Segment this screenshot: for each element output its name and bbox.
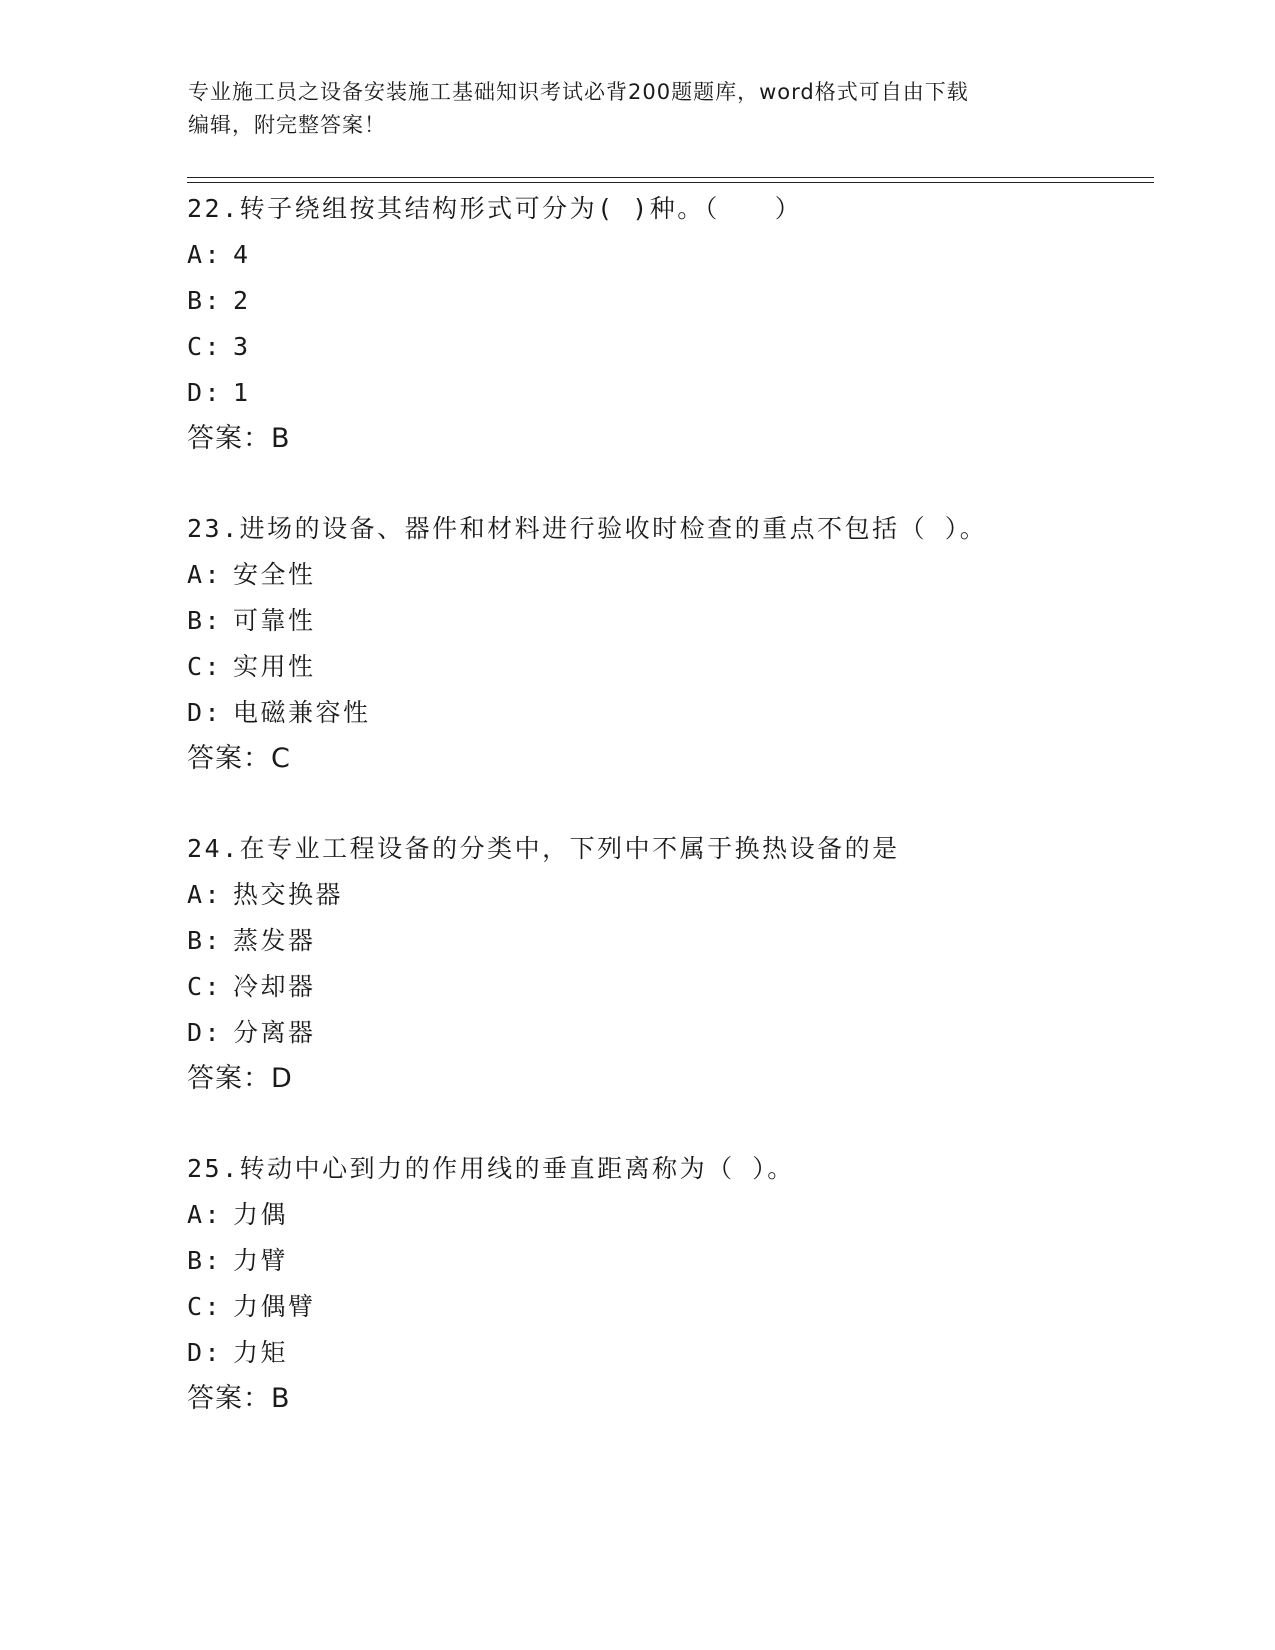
option-b [187,1238,1167,1284]
answer: 答案：B [187,423,291,454]
option-text: 电磁兼容性 [233,698,371,727]
option-key: D: [187,378,223,407]
option-a [187,552,1167,598]
option-key: D: [187,1338,223,1367]
option-d [187,1010,1167,1056]
option-a [187,872,1167,918]
option-b [187,918,1167,964]
option-c [187,1284,1167,1330]
option-key: D: [187,698,223,727]
option-key: B: [187,1246,223,1275]
option-text: 2 [233,286,251,315]
question-24 [187,826,1167,1102]
option-b [187,278,1167,324]
question-title: 22.转子绕组按其结构形式可分为( )种。（ ） [187,194,803,223]
answer: 答案：C [187,743,291,774]
option-key: B: [187,926,223,955]
option-text: 实用性 [233,652,316,681]
option-c [187,964,1167,1010]
option-d [187,370,1167,416]
option-text: 分离器 [233,1018,316,1047]
option-text: 安全性 [233,560,316,589]
option-text: 热交换器 [233,880,344,909]
question-22 [187,186,1167,462]
question-25 [187,1146,1167,1422]
option-text: 力矩 [233,1338,289,1367]
answer: 答案：B [187,1383,291,1414]
option-key: A: [187,1200,223,1229]
option-text: 蒸发器 [233,926,316,955]
question-title: 24.在专业工程设备的分类中，下列中不属于换热设备的是 [187,834,900,863]
header-divider-top [187,177,1154,178]
option-key: C: [187,652,223,681]
option-b [187,598,1167,644]
option-text: 力偶臂 [233,1292,316,1321]
option-text: 1 [233,378,251,407]
option-text: 3 [233,332,251,361]
answer: 答案：D [187,1063,293,1094]
option-key: A: [187,240,223,269]
option-text: 4 [233,240,251,269]
option-key: C: [187,332,223,361]
option-key: B: [187,606,223,635]
question-23 [187,506,1167,782]
option-text: 可靠性 [233,606,316,635]
header-divider-bottom [187,182,1154,183]
document-header [188,76,1088,142]
option-a [187,232,1167,278]
option-text: 力臂 [233,1246,289,1275]
option-key: A: [187,880,223,909]
option-c [187,324,1167,370]
question-title: 25.转动中心到力的作用线的垂直距离称为（ ）。 [187,1154,795,1183]
option-key: B: [187,286,223,315]
option-text: 冷却器 [233,972,316,1001]
header-line-2: 编辑，附完整答案！ [188,113,386,137]
question-title: 23.进场的设备、器件和材料进行验收时检查的重点不包括（ ）。 [187,514,988,543]
option-d [187,1330,1167,1376]
option-a [187,1192,1167,1238]
option-key: A: [187,560,223,589]
option-key: C: [187,1292,223,1321]
header-line-1: 专业施工员之设备安装施工基础知识考试必背200题题库，word格式可自由下载 [188,80,969,104]
option-key: C: [187,972,223,1001]
option-key: D: [187,1018,223,1047]
option-c [187,644,1167,690]
option-text: 力偶 [233,1200,289,1229]
option-d [187,690,1167,736]
